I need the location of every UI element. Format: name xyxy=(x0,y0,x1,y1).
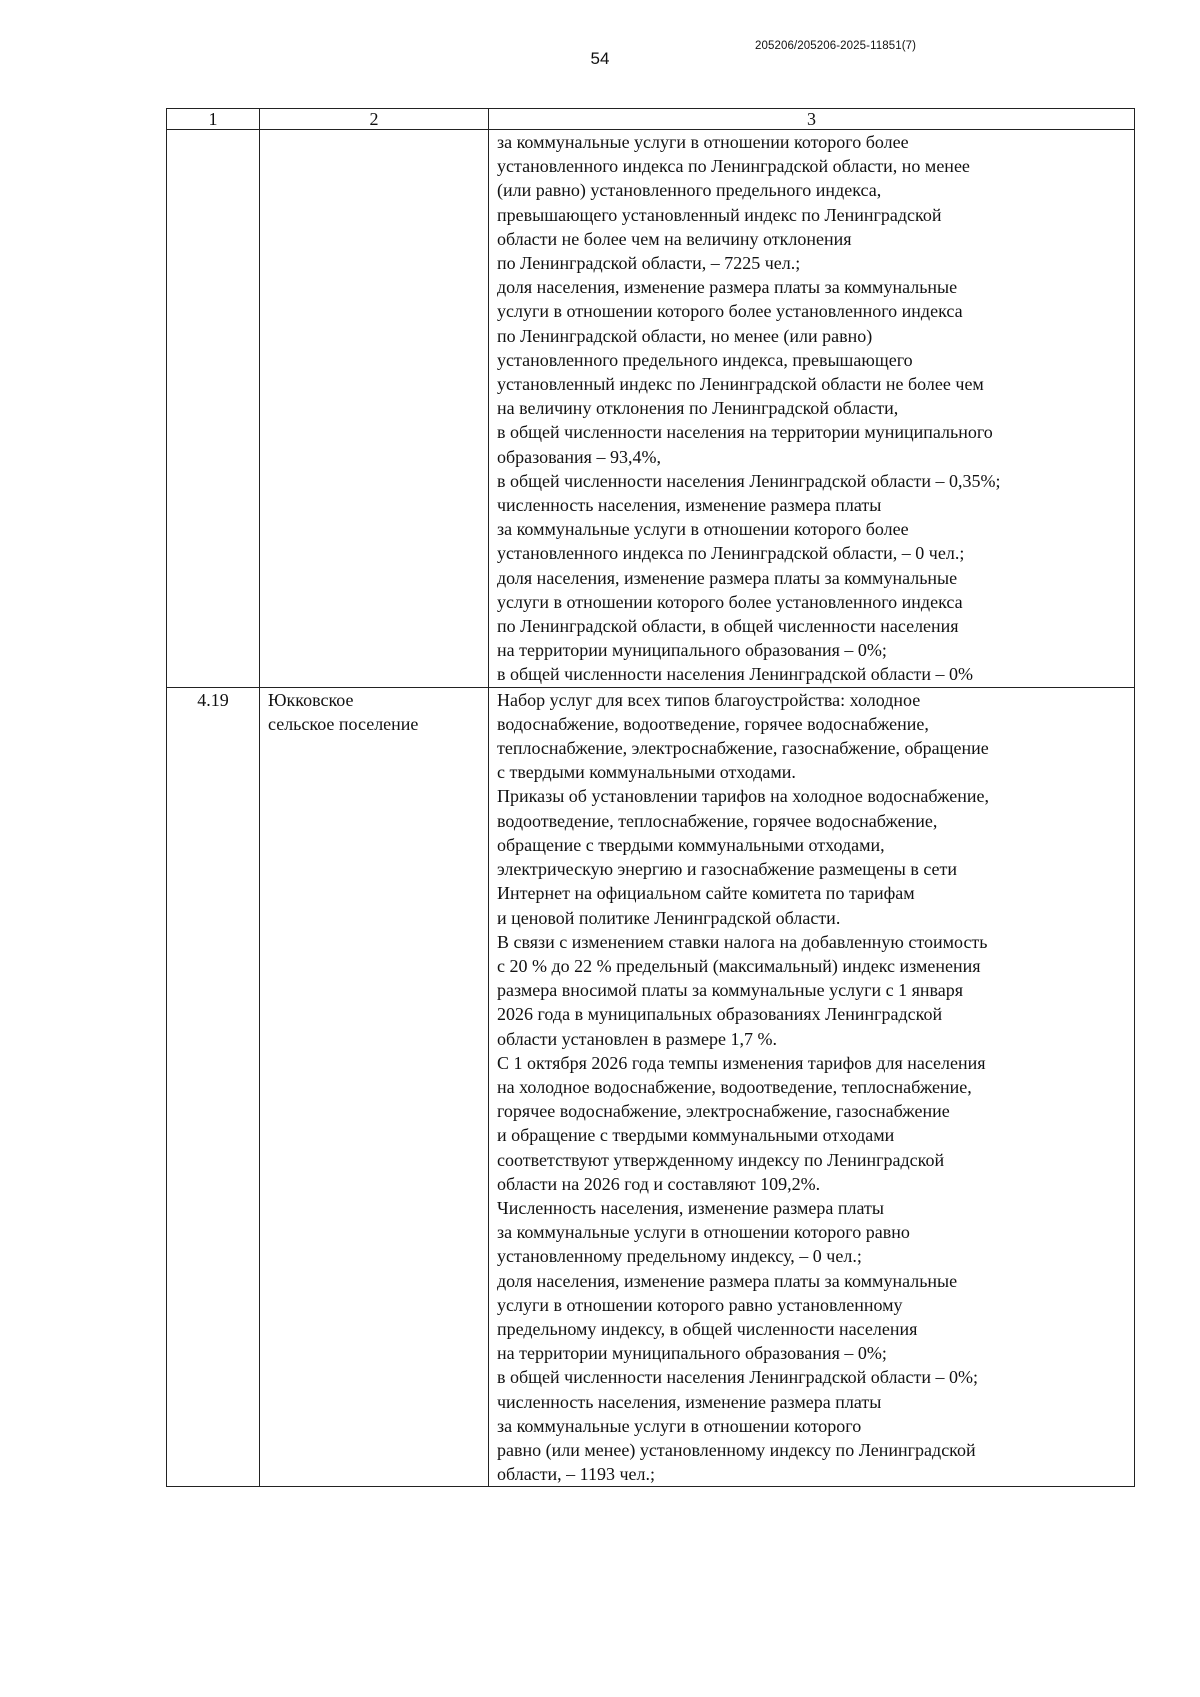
text-line: Набор услуг для всех типов благоустройства: холодное xyxy=(497,689,921,710)
row-municipality xyxy=(260,687,489,1487)
row-description xyxy=(489,130,1135,688)
text-line: образования – 93,4%, xyxy=(497,446,661,467)
row-number: 4.19 xyxy=(167,687,260,1487)
text-line: электрическую энергию и газоснабжение размещены в сети xyxy=(497,859,958,880)
text-line: за коммунальные услуги в отношении которого более xyxy=(497,519,909,540)
text-line: за коммунальные услуги в отношении которого xyxy=(497,1415,862,1436)
text-line: водоотведение, теплоснабжение, горячее водоснабжение, xyxy=(497,810,938,831)
text-line: Численность населения, изменение размера платы xyxy=(497,1197,884,1218)
row-description xyxy=(489,687,1135,1487)
text-line: по Ленинградской области, но менее (или равно) xyxy=(497,325,873,346)
text-line: Интернет на официальном сайте комитета по тарифам xyxy=(497,883,915,904)
text-line: и ценовой политике Ленинградской области. xyxy=(497,907,841,928)
text-line: Юкковское xyxy=(268,689,354,710)
text-line: превышающего установленный индекс по Ленинградской xyxy=(497,204,942,225)
row-municipality xyxy=(260,130,489,688)
text-line: в общей численности населения на территории муниципального xyxy=(497,422,993,443)
text-line: предельному индексу, в общей численности населения xyxy=(497,1318,918,1339)
text-line: 2026 года в муниципальных образованиях Ленинградской xyxy=(497,1004,943,1025)
text-line: водоснабжение, водоотведение, горячее водоснабжение, xyxy=(497,713,929,734)
text-line: в общей численности населения Ленинградской области – 0,35%; xyxy=(497,470,1001,491)
text-line: услуги в отношении которого равно установленному xyxy=(497,1294,903,1315)
text-line: области на 2026 год и составляют 109,2%. xyxy=(497,1173,821,1194)
text-line: области, – 1193 чел.; xyxy=(497,1464,656,1485)
page-number: 54 xyxy=(590,49,610,68)
text-line: на величину отклонения по Ленинградской области, xyxy=(497,398,899,419)
text-line: с 20 % до 22 % предельный (максимальный) индекс изменения xyxy=(497,955,981,976)
text-line: по Ленинградской области, – 7225 чел.; xyxy=(497,253,801,274)
text-line: с твердыми коммунальными отходами. xyxy=(497,762,796,783)
table-row xyxy=(167,687,1135,1487)
text-line: в общей численности населения Ленинградской области – 0%; xyxy=(497,1367,978,1388)
text-line: (или равно) установленного предельного индекса, xyxy=(497,180,882,201)
text-line: доля населения, изменение размера платы за коммунальные xyxy=(497,277,958,298)
text-line: установленный индекс по Ленинградской области не более чем xyxy=(497,374,984,395)
text-line: за коммунальные услуги в отношении которого равно xyxy=(497,1222,910,1243)
column-header-1: 1 xyxy=(167,109,260,130)
text-line: области установлен в размере 1,7 %. xyxy=(497,1028,777,1049)
text-line: установленного индекса по Ленинградской области, – 0 чел.; xyxy=(497,543,965,564)
text-line: размера вносимой платы за коммунальные услуги с 1 января xyxy=(497,980,964,1001)
text-line: области не более чем на величину отклонения xyxy=(497,228,852,249)
text-line: горячее водоснабжение, электроснабжение, газоснабжение xyxy=(497,1101,950,1122)
text-line: теплоснабжение, электроснабжение, газоснабжение, обращение xyxy=(497,738,989,759)
text-line: на территории муниципального образования – 0%; xyxy=(497,640,887,661)
text-line: на холодное водоснабжение, водоотведение, теплоснабжение, xyxy=(497,1076,972,1097)
text-line: С 1 октября 2026 года темпы изменения тарифов для населения xyxy=(497,1052,986,1073)
text-line: доля населения, изменение размера платы за коммунальные xyxy=(497,567,958,588)
text-line: численность населения, изменение размера платы xyxy=(497,1391,882,1412)
text-line: за коммунальные услуги в отношении которого более xyxy=(497,132,909,152)
column-header-3: 3 xyxy=(489,109,1135,130)
text-line: на территории муниципального образования – 0%; xyxy=(497,1343,887,1364)
text-line: В связи с изменением ставки налога на добавленную стоимость xyxy=(497,931,988,952)
text-line: Приказы об установлении тарифов на холодное водоснабжение, xyxy=(497,786,990,807)
document-id: 205206/205206-2025-11851(7) xyxy=(755,40,917,52)
text-line: в общей численности населения Ленинградской области – 0% xyxy=(497,664,973,685)
column-header-2: 2 xyxy=(260,109,489,130)
table-row xyxy=(167,130,1135,688)
row-number xyxy=(167,130,260,688)
text-line: доля населения, изменение размера платы за коммунальные xyxy=(497,1270,958,1291)
text-line: сельское поселение xyxy=(268,713,419,734)
text-line: численность населения, изменение размера платы xyxy=(497,495,882,516)
text-line: обращение с твердыми коммунальными отходами, xyxy=(497,834,885,855)
text-line: установленного предельного индекса, превышающего xyxy=(497,349,913,370)
text-line: и обращение с твердыми коммунальными отходами xyxy=(497,1125,895,1146)
text-line: соответствуют утвержденному индексу по Ленинградской xyxy=(497,1149,945,1170)
text-line: по Ленинградской области, в общей численности населения xyxy=(497,616,959,637)
text-line: равно (или менее) установленному индексу по Ленинградской xyxy=(497,1439,976,1460)
table-header-row xyxy=(167,109,1135,130)
text-line: услуги в отношении которого более установленного индекса xyxy=(497,301,963,322)
text-line: услуги в отношении которого более установленного индекса xyxy=(497,591,963,612)
data-table xyxy=(166,108,1135,1487)
text-line: установленного индекса по Ленинградской области, но менее xyxy=(497,156,970,177)
text-line: установленному предельному индексу, – 0 чел.; xyxy=(497,1246,862,1267)
